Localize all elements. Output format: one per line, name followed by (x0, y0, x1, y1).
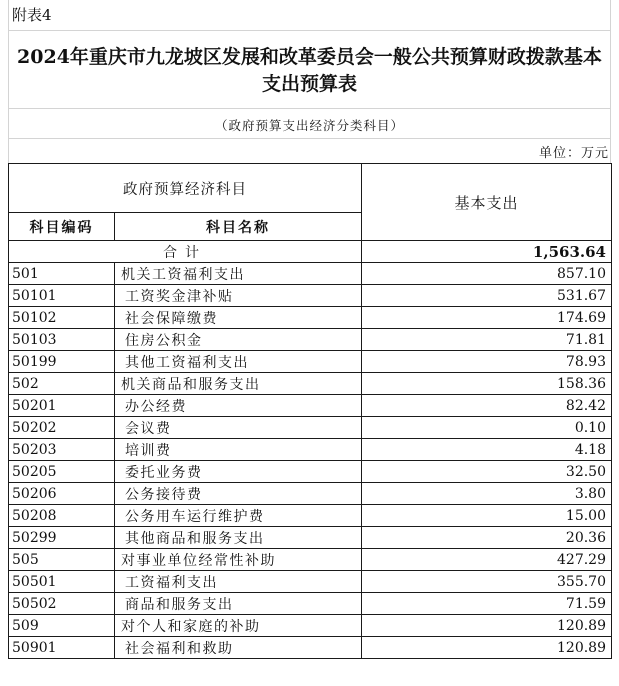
row-amount-cell: 120.89 (362, 615, 612, 637)
row-code-cell: 50101 (9, 285, 115, 307)
row-name-cell: 商品和服务支出 (115, 593, 362, 615)
row-amount-cell: 0.10 (362, 417, 612, 439)
table-row (9, 483, 612, 505)
row-amount-cell: 3.80 (362, 483, 612, 505)
row-code-cell: 50205 (9, 461, 115, 483)
table-row (9, 571, 612, 593)
grid-line (8, 30, 611, 31)
header-name-cell: 科目名称 (115, 213, 362, 241)
grid-line (8, 138, 611, 139)
row-code-cell: 50199 (9, 351, 115, 373)
row-code-cell: 50208 (9, 505, 115, 527)
table-row (9, 593, 612, 615)
table-row (9, 285, 612, 307)
row-name-cell: 对事业单位经常性补助 (115, 549, 362, 571)
page-subtitle: （政府预算支出经济分类科目） (214, 118, 404, 133)
row-name-cell: 办公经费 (115, 395, 362, 417)
table-row (9, 615, 612, 637)
table-row (9, 527, 612, 549)
row-code-cell: 502 (9, 373, 115, 395)
row-code-cell: 50203 (9, 439, 115, 461)
row-name-cell: 公务接待费 (115, 483, 362, 505)
row-name-cell: 机关工资福利支出 (115, 263, 362, 285)
row-amount-cell: 4.18 (362, 439, 612, 461)
row-amount-cell: 531.67 (362, 285, 612, 307)
header-code-cell: 科目编码 (9, 213, 115, 241)
row-amount-cell: 15.00 (362, 505, 612, 527)
table-row (9, 373, 612, 395)
table-row (9, 329, 612, 351)
total-row (9, 241, 612, 263)
attachment-label: 附表4 (12, 6, 52, 24)
table-row (9, 461, 612, 483)
row-amount-cell: 82.42 (362, 395, 612, 417)
row-name-cell: 对个人和家庭的补助 (115, 615, 362, 637)
total-label-cell: 合计 (9, 241, 362, 263)
table-row (9, 307, 612, 329)
table-row (9, 549, 612, 571)
row-code-cell: 509 (9, 615, 115, 637)
page-title: 2024年重庆市九龙坡区发展和改革委员会一般公共预算财政拨款基本支出预算表 (17, 46, 602, 95)
row-name-cell: 委托业务费 (115, 461, 362, 483)
header-group-cell: 政府预算经济科目 (9, 164, 362, 213)
row-name-cell: 社会保障缴费 (115, 307, 362, 329)
row-name-cell: 工资福利支出 (115, 571, 362, 593)
row-amount-cell: 355.70 (362, 571, 612, 593)
row-name-cell: 社会福利和救助 (115, 637, 362, 659)
header-amount-cell: 基本支出 (362, 164, 612, 241)
row-name-cell: 住房公积金 (115, 329, 362, 351)
row-code-cell: 50206 (9, 483, 115, 505)
row-amount-cell: 158.36 (362, 373, 612, 395)
row-code-cell: 50901 (9, 637, 115, 659)
table-row (9, 637, 612, 659)
row-code-cell: 50299 (9, 527, 115, 549)
row-code-cell: 50102 (9, 307, 115, 329)
row-amount-cell: 32.50 (362, 461, 612, 483)
row-amount-cell: 71.59 (362, 593, 612, 615)
row-amount-cell: 427.29 (362, 549, 612, 571)
unit-label: 单位：万元 (538, 146, 609, 161)
row-amount-cell: 174.69 (362, 307, 612, 329)
row-name-cell: 其他商品和服务支出 (115, 527, 362, 549)
row-amount-cell: 120.89 (362, 637, 612, 659)
row-name-cell: 其他工资福利支出 (115, 351, 362, 373)
row-code-cell: 50201 (9, 395, 115, 417)
total-amount-cell: 1,563.64 (362, 241, 612, 263)
row-code-cell: 505 (9, 549, 115, 571)
row-code-cell: 50202 (9, 417, 115, 439)
row-code-cell: 501 (9, 263, 115, 285)
table-row (9, 395, 612, 417)
table-row (9, 263, 612, 285)
row-name-cell: 培训费 (115, 439, 362, 461)
row-amount-cell: 71.81 (362, 329, 612, 351)
row-name-cell: 机关商品和服务支出 (115, 373, 362, 395)
row-amount-cell: 857.10 (362, 263, 612, 285)
row-code-cell: 50502 (9, 593, 115, 615)
table-row (9, 505, 612, 527)
table-row (9, 417, 612, 439)
row-amount-cell: 20.36 (362, 527, 612, 549)
grid-line (8, 108, 611, 109)
row-amount-cell: 78.93 (362, 351, 612, 373)
row-code-cell: 50501 (9, 571, 115, 593)
table-row (9, 439, 612, 461)
table-row (9, 351, 612, 373)
row-name-cell: 会议费 (115, 417, 362, 439)
row-name-cell: 公务用车运行维护费 (115, 505, 362, 527)
row-code-cell: 50103 (9, 329, 115, 351)
row-name-cell: 工资奖金津补贴 (115, 285, 362, 307)
header-row-group (9, 164, 612, 213)
budget-table (8, 163, 612, 659)
